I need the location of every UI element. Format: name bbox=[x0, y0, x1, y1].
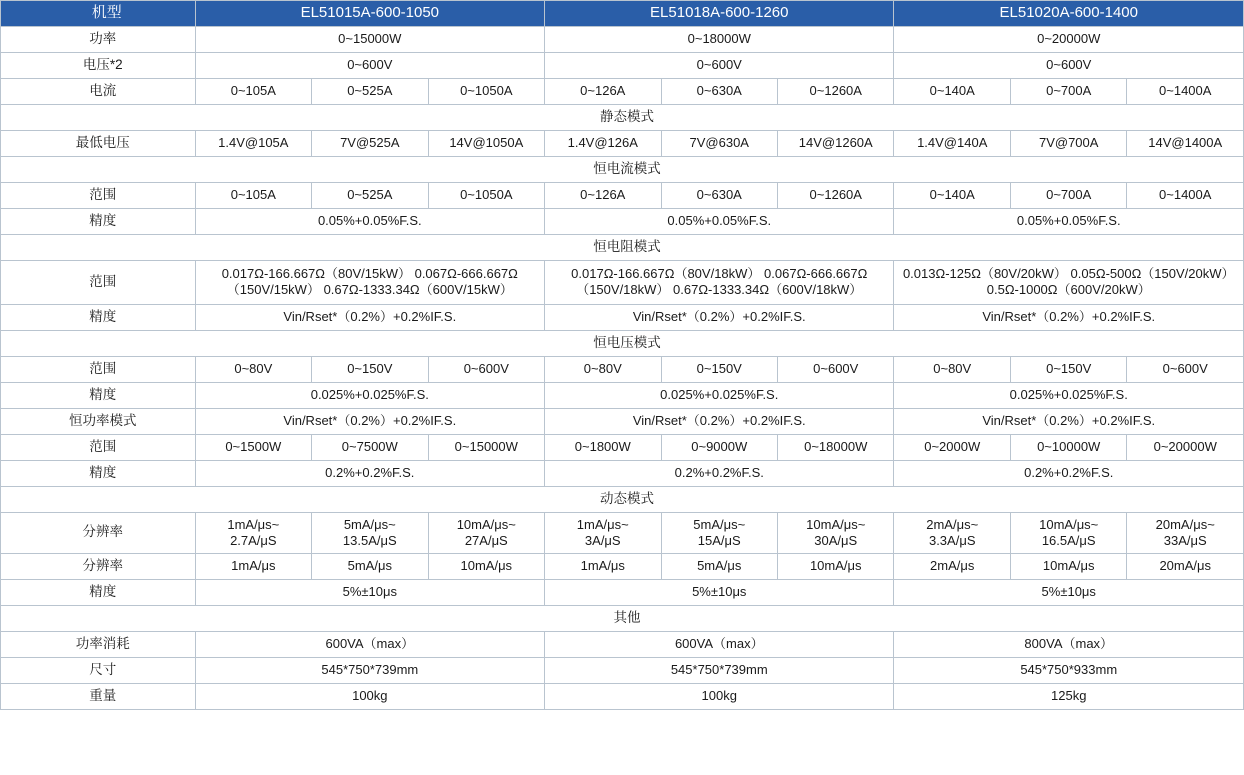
cv-range-value-1: 0~80V bbox=[195, 356, 311, 382]
header-model-2: EL51018A-600-1260 bbox=[545, 1, 894, 27]
section-cr-mode: 恒电阻模式 bbox=[1, 235, 1244, 261]
header-model-1: EL51015A-600-1050 bbox=[195, 1, 544, 27]
min-voltage-value-2: 7V@525A bbox=[312, 131, 428, 157]
cp-range-value-3: 0~15000W bbox=[428, 434, 544, 460]
resolution-slew-1-line-1: 1mA/μs~ bbox=[227, 516, 280, 532]
cp-mode-value-3: Vin/Rset*（0.2%）+0.2%IF.S. bbox=[894, 408, 1244, 434]
weight-value-3: 125kg bbox=[894, 684, 1244, 710]
resolution-slew-6-line-2: 30A/μS bbox=[814, 532, 858, 548]
row-label-resolution-slew: 分辨率 bbox=[1, 512, 196, 554]
dyn-accuracy-value-2: 5%±10μs bbox=[545, 580, 894, 606]
resolution-value-5: 5mA/μs bbox=[661, 554, 777, 580]
cv-range-value-4: 0~80V bbox=[545, 356, 661, 382]
cp-range-value-7: 0~2000W bbox=[894, 434, 1010, 460]
table-row-cv-range bbox=[1, 356, 1244, 382]
resolution-slew-3-line-1: 10mA/μs~ bbox=[456, 516, 516, 532]
cr-range-1-line-2: 0.067Ω-666.667Ω（150V/15kW） bbox=[226, 266, 518, 298]
row-label-cp-mode: 恒功率模式 bbox=[1, 408, 196, 434]
resolution-value-7: 2mA/μs bbox=[894, 554, 1010, 580]
cr-accuracy-value-3: Vin/Rset*（0.2%）+0.2%IF.S. bbox=[894, 304, 1244, 330]
cr-range-group-1 bbox=[195, 261, 544, 305]
min-voltage-value-3: 14V@1050A bbox=[428, 131, 544, 157]
dimensions-value-1: 545*750*739mm bbox=[195, 658, 544, 684]
cc-range-value-7: 0~140A bbox=[894, 183, 1010, 209]
cr-range-3-line-2: 0.05Ω-500Ω（150V/20kW） bbox=[1070, 266, 1235, 281]
min-voltage-value-4: 1.4V@126A bbox=[545, 131, 661, 157]
table-row-current bbox=[1, 79, 1244, 105]
cv-accuracy-value-3: 0.025%+0.025%F.S. bbox=[894, 382, 1244, 408]
min-voltage-value-9: 14V@1400A bbox=[1127, 131, 1244, 157]
row-label-cv-range: 范围 bbox=[1, 356, 196, 382]
row-label-cc-range: 范围 bbox=[1, 183, 196, 209]
resolution-slew-7-line-1: 2mA/μs~ bbox=[926, 516, 979, 532]
row-label-dimensions: 尺寸 bbox=[1, 658, 196, 684]
row-label-cp-range: 范围 bbox=[1, 434, 196, 460]
row-label-weight: 重量 bbox=[1, 684, 196, 710]
cp-accuracy-value-1: 0.2%+0.2%F.S. bbox=[195, 460, 544, 486]
resolution-value-6: 10mA/μs bbox=[778, 554, 894, 580]
cr-range-2-line-1: 0.017Ω-166.667Ω（80V/18kW） bbox=[571, 266, 761, 281]
cp-range-value-6: 0~18000W bbox=[778, 434, 894, 460]
cp-range-value-8: 0~10000W bbox=[1010, 434, 1126, 460]
resolution-slew-1 bbox=[195, 512, 311, 554]
table-row-cc-accuracy bbox=[1, 209, 1244, 235]
resolution-value-4: 1mA/μs bbox=[545, 554, 661, 580]
dimensions-value-2: 545*750*739mm bbox=[545, 658, 894, 684]
table-row-cr-range bbox=[1, 261, 1244, 305]
resolution-slew-8 bbox=[1010, 512, 1126, 554]
table-row-dimensions bbox=[1, 658, 1244, 684]
cc-range-value-1: 0~105A bbox=[195, 183, 311, 209]
cp-range-value-2: 0~7500W bbox=[312, 434, 428, 460]
resolution-slew-1-line-2: 2.7A/μS bbox=[230, 532, 277, 548]
table-row-cr-accuracy bbox=[1, 304, 1244, 330]
current-value-1: 0~105A bbox=[195, 79, 311, 105]
table-row-cp-accuracy bbox=[1, 460, 1244, 486]
table-row-resolution-slew bbox=[1, 512, 1244, 554]
current-value-9: 0~1400A bbox=[1127, 79, 1244, 105]
table-row-other bbox=[1, 606, 1244, 632]
current-value-5: 0~630A bbox=[661, 79, 777, 105]
resolution-value-8: 10mA/μs bbox=[1010, 554, 1126, 580]
table-row-cr-mode bbox=[1, 235, 1244, 261]
table-row-cv-mode bbox=[1, 330, 1244, 356]
resolution-value-3: 10mA/μs bbox=[428, 554, 544, 580]
cr-range-3-line-3: 0.5Ω-1000Ω（600V/20kW） bbox=[986, 282, 1151, 298]
row-label-current: 电流 bbox=[1, 79, 196, 105]
resolution-slew-6-line-1: 10mA/μs~ bbox=[806, 516, 866, 532]
resolution-slew-9-line-2: 33A/μS bbox=[1163, 532, 1207, 548]
dyn-accuracy-value-3: 5%±10μs bbox=[894, 580, 1244, 606]
current-value-3: 0~1050A bbox=[428, 79, 544, 105]
cp-range-value-4: 0~1800W bbox=[545, 434, 661, 460]
resolution-value-1: 1mA/μs bbox=[195, 554, 311, 580]
table-row-cp-range bbox=[1, 434, 1244, 460]
table-row-resolution bbox=[1, 554, 1244, 580]
table-row-voltage bbox=[1, 53, 1244, 79]
cc-range-value-9: 0~1400A bbox=[1127, 183, 1244, 209]
cc-range-value-5: 0~630A bbox=[661, 183, 777, 209]
weight-value-1: 100kg bbox=[195, 684, 544, 710]
cv-range-value-7: 0~80V bbox=[894, 356, 1010, 382]
cr-range-3-line-1: 0.013Ω-125Ω（80V/20kW） bbox=[902, 266, 1067, 281]
cr-accuracy-value-1: Vin/Rset*（0.2%）+0.2%IF.S. bbox=[195, 304, 544, 330]
resolution-slew-7-line-2: 3.3A/μS bbox=[928, 532, 976, 548]
section-cv-mode: 恒电压模式 bbox=[1, 330, 1244, 356]
resolution-slew-6 bbox=[778, 512, 894, 554]
power-value-2: 0~18000W bbox=[545, 27, 894, 53]
resolution-slew-2-line-1: 5mA/μs~ bbox=[343, 516, 396, 532]
cr-range-2-line-2: 0.067Ω-666.667Ω（150V/18kW） bbox=[576, 266, 868, 298]
header-model-label: 机型 bbox=[1, 1, 196, 27]
resolution-slew-2-line-2: 13.5A/μS bbox=[342, 532, 397, 548]
resolution-slew-4-line-1: 1mA/μs~ bbox=[576, 516, 629, 532]
cr-range-group-2 bbox=[545, 261, 894, 305]
dimensions-value-3: 545*750*933mm bbox=[894, 658, 1244, 684]
current-value-6: 0~1260A bbox=[778, 79, 894, 105]
cc-range-value-3: 0~1050A bbox=[428, 183, 544, 209]
min-voltage-value-1: 1.4V@105A bbox=[195, 131, 311, 157]
cc-accuracy-value-2: 0.05%+0.05%F.S. bbox=[545, 209, 894, 235]
section-dynamic-mode: 动态模式 bbox=[1, 486, 1244, 512]
section-other: 其他 bbox=[1, 606, 1244, 632]
min-voltage-value-5: 7V@630A bbox=[661, 131, 777, 157]
cv-range-value-8: 0~150V bbox=[1010, 356, 1126, 382]
cv-range-value-9: 0~600V bbox=[1127, 356, 1244, 382]
resolution-slew-7 bbox=[894, 512, 1010, 554]
min-voltage-value-8: 7V@700A bbox=[1010, 131, 1126, 157]
table-row-dynamic-mode bbox=[1, 486, 1244, 512]
resolution-value-9: 20mA/μs bbox=[1127, 554, 1244, 580]
resolution-slew-4-line-2: 3A/μS bbox=[584, 532, 621, 548]
table-header-row bbox=[1, 1, 1244, 27]
cr-range-2-line-3: 0.67Ω-1333.34Ω（600V/18kW） bbox=[673, 282, 863, 298]
power-consumption-value-1: 600VA（max） bbox=[195, 632, 544, 658]
voltage-value-2: 0~600V bbox=[545, 53, 894, 79]
voltage-value-3: 0~600V bbox=[894, 53, 1244, 79]
resolution-slew-9-line-1: 20mA/μs~ bbox=[1155, 516, 1215, 532]
cc-range-value-6: 0~1260A bbox=[778, 183, 894, 209]
cr-range-group-3 bbox=[894, 261, 1244, 305]
resolution-slew-2 bbox=[312, 512, 428, 554]
cv-accuracy-value-2: 0.025%+0.025%F.S. bbox=[545, 382, 894, 408]
table-row-min-voltage bbox=[1, 131, 1244, 157]
cc-accuracy-value-1: 0.05%+0.05%F.S. bbox=[195, 209, 544, 235]
table-row-cc-mode bbox=[1, 157, 1244, 183]
current-value-7: 0~140A bbox=[894, 79, 1010, 105]
row-label-cv-accuracy: 精度 bbox=[1, 382, 196, 408]
power-consumption-value-3: 800VA（max） bbox=[894, 632, 1244, 658]
cv-range-value-5: 0~150V bbox=[661, 356, 777, 382]
cv-accuracy-value-1: 0.025%+0.025%F.S. bbox=[195, 382, 544, 408]
voltage-value-1: 0~600V bbox=[195, 53, 544, 79]
resolution-slew-5-line-1: 5mA/μs~ bbox=[693, 516, 746, 532]
row-label-cc-accuracy: 精度 bbox=[1, 209, 196, 235]
row-label-cr-range: 范围 bbox=[1, 261, 196, 305]
cc-range-value-4: 0~126A bbox=[545, 183, 661, 209]
row-label-cp-accuracy: 精度 bbox=[1, 460, 196, 486]
cp-mode-value-1: Vin/Rset*（0.2%）+0.2%IF.S. bbox=[195, 408, 544, 434]
power-consumption-value-2: 600VA（max） bbox=[545, 632, 894, 658]
section-static-mode: 静态模式 bbox=[1, 105, 1244, 131]
resolution-value-2: 5mA/μs bbox=[312, 554, 428, 580]
resolution-slew-9 bbox=[1127, 512, 1244, 554]
cv-range-value-3: 0~600V bbox=[428, 356, 544, 382]
cp-range-value-1: 0~1500W bbox=[195, 434, 311, 460]
resolution-slew-8-line-1: 10mA/μs~ bbox=[1039, 516, 1099, 532]
current-value-2: 0~525A bbox=[312, 79, 428, 105]
table-row-cc-range bbox=[1, 183, 1244, 209]
min-voltage-value-7: 1.4V@140A bbox=[894, 131, 1010, 157]
cr-range-1-line-1: 0.017Ω-166.667Ω（80V/15kW） bbox=[221, 266, 411, 281]
cr-range-1-line-3: 0.67Ω-1333.34Ω（600V/15kW） bbox=[323, 282, 513, 298]
cv-range-value-6: 0~600V bbox=[778, 356, 894, 382]
cp-range-value-5: 0~9000W bbox=[661, 434, 777, 460]
resolution-slew-3-line-2: 27A/μS bbox=[464, 532, 508, 548]
cp-accuracy-value-2: 0.2%+0.2%F.S. bbox=[545, 460, 894, 486]
weight-value-2: 100kg bbox=[545, 684, 894, 710]
cv-range-value-2: 0~150V bbox=[312, 356, 428, 382]
row-label-min-voltage: 最低电压 bbox=[1, 131, 196, 157]
cp-range-value-9: 0~20000W bbox=[1127, 434, 1244, 460]
cr-accuracy-value-2: Vin/Rset*（0.2%）+0.2%IF.S. bbox=[545, 304, 894, 330]
row-label-voltage: 电压*2 bbox=[1, 53, 196, 79]
power-value-1: 0~15000W bbox=[195, 27, 544, 53]
table-row-static-mode bbox=[1, 105, 1244, 131]
dyn-accuracy-value-1: 5%±10μs bbox=[195, 580, 544, 606]
row-label-dyn-accuracy: 精度 bbox=[1, 580, 196, 606]
resolution-slew-4 bbox=[545, 512, 661, 554]
min-voltage-value-6: 14V@1260A bbox=[778, 131, 894, 157]
cc-range-value-2: 0~525A bbox=[312, 183, 428, 209]
table-row-cv-accuracy bbox=[1, 382, 1244, 408]
cp-accuracy-value-3: 0.2%+0.2%F.S. bbox=[894, 460, 1244, 486]
cc-accuracy-value-3: 0.05%+0.05%F.S. bbox=[894, 209, 1244, 235]
table-row-weight bbox=[1, 684, 1244, 710]
current-value-4: 0~126A bbox=[545, 79, 661, 105]
cp-mode-value-2: Vin/Rset*（0.2%）+0.2%IF.S. bbox=[545, 408, 894, 434]
resolution-slew-5-line-2: 15A/μS bbox=[697, 532, 741, 548]
row-label-power: 功率 bbox=[1, 27, 196, 53]
row-label-cr-accuracy: 精度 bbox=[1, 304, 196, 330]
table-row-power-consumption bbox=[1, 632, 1244, 658]
table-row-dyn-accuracy bbox=[1, 580, 1244, 606]
resolution-slew-3 bbox=[428, 512, 544, 554]
row-label-resolution: 分辨率 bbox=[1, 554, 196, 580]
row-label-power-consumption: 功率消耗 bbox=[1, 632, 196, 658]
table-row-power bbox=[1, 27, 1244, 53]
current-value-8: 0~700A bbox=[1010, 79, 1126, 105]
power-value-3: 0~20000W bbox=[894, 27, 1244, 53]
section-cc-mode: 恒电流模式 bbox=[1, 157, 1244, 183]
cc-range-value-8: 0~700A bbox=[1010, 183, 1126, 209]
resolution-slew-5 bbox=[661, 512, 777, 554]
header-model-3: EL51020A-600-1400 bbox=[894, 1, 1244, 27]
table-row-cp-mode bbox=[1, 408, 1244, 434]
resolution-slew-8-line-2: 16.5A/μS bbox=[1041, 532, 1096, 548]
